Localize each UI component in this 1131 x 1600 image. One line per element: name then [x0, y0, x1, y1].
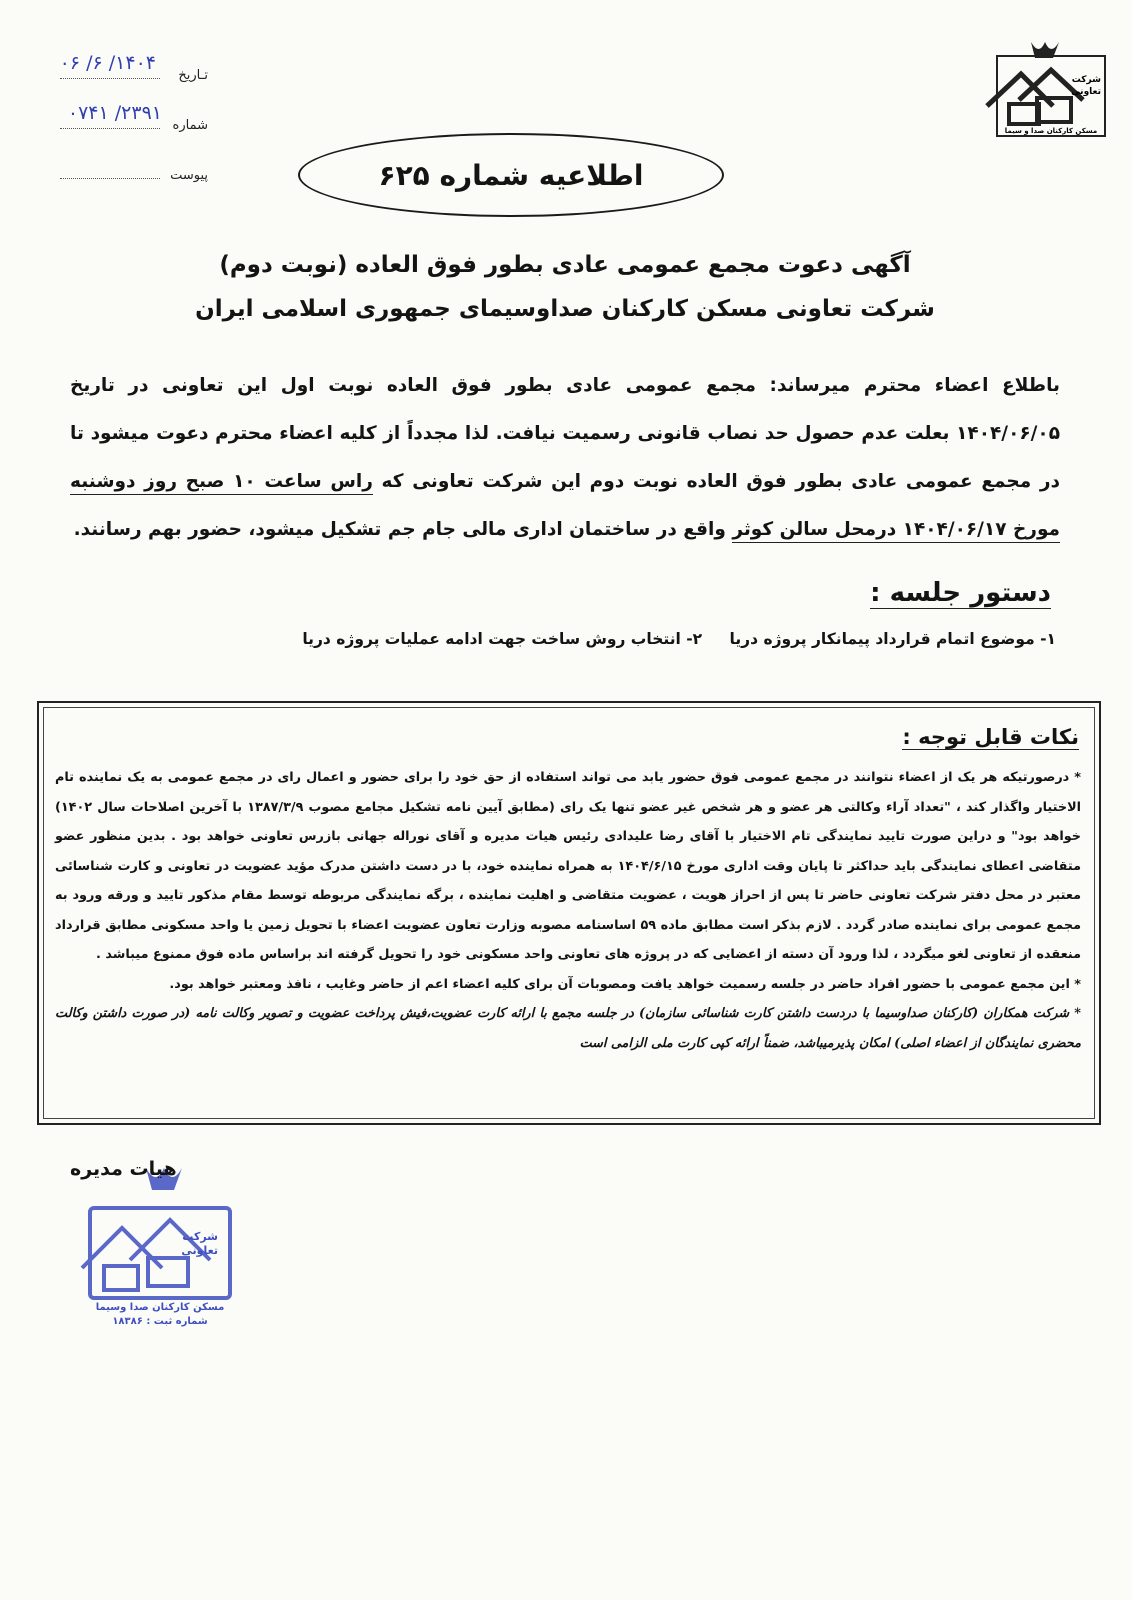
logo-text-3: مسکن کارکنان صدا و سیما	[1004, 127, 1098, 135]
intro-text-1: باطلاع اعضاء محترم میرساند: مجمع عمومی عادی بطور فوق العاده نوبت اول این تعاونی در تاریخ ۱۴۰۴/۰۶/۰۵ بعلت عدم حصول حد نصاب قانونی رسمیت نیافت. لذا مجدداً از کلیه اعضاء محترم دعوت میشود تا در مجمع عمومی عادی بطور فوق العاده نوبت دوم این شرکت تعاونی که	[70, 375, 1060, 492]
stamp-text-2: تعاونی	[181, 1244, 218, 1257]
date-label: تـاریخ	[178, 68, 208, 83]
attachment-dots	[60, 178, 160, 179]
attachment-label: پیوست	[170, 168, 208, 183]
notice-title: اطلاعیه شماره ۶۲۵	[298, 133, 724, 217]
note-proxy: * درصورتیکه هر یک از اعضاء نتوانند در مجمع عمومی فوق حضور یابد می تواند استفاده از حق خود را برای حضور و اعمال رای در مجمع عمومی به یک نماینده تام الاختیار واگذار کند ، "تعداد آراء وکالتی هر عضو و هر شخص غیر عضو تنها یک رای (مطابق آیین نامه تشکیل مجامع مصوب ۱۳۸۷/۳/۹ با آخرین اصلاحات سال ۱۴۰۲) خواهد بود" و دراین صورت تایید نمایندگی تام الاختیار با آقای رضا علیدادی رئیس هیات مدیره و آقای نوراله جهانی بازرس تعاونی خواهد بود . بدین منظور عضو متقاضی اعطای نمایندگی باید حداکثر تا پایان وقت اداری مورخ ۱۴۰۴/۶/۱۵ به همراه نماینده خود، با در دست داشتن مدرک مؤید عضویت در تعاونی و کارت شناسائی معتبر در محل دفتر شرکت تعاونی حاضر تا پس از احراز هویت ، عضویت متقاضی و اهلیت نماینده ، برگه نمایندگی مربوطه توسط مقام مذکور تایید و ورقه ورود به مجمع عمومی برای نماینده صادر گردد . لازم بذکر است مطابق ماده ۵۹ اساسنامه مصوبه وزارت تعاون عضویت اعضاء با تحویل زمین یا واحد مسکونی مطابق قرارداد منعقده از تعاونی لغو میگردد ، لذا ورود آن دسته از اعضایی که در پروژه های تعاونی واحد مسکونی خود را تحویل گرفته اند براساس ماده فوق ممنوع میباشد .	[55, 770, 1081, 962]
letter-meta	[40, 48, 230, 198]
stamp-text-1: شرکت	[182, 1230, 218, 1243]
date-value: ۱۴۰۴/ ۶/ ۰۶	[59, 52, 156, 74]
number-value: ۲۳۹۱/ ۰۷۴۱	[67, 102, 162, 124]
agenda-item-1: ۱- موضوع اتمام قرارداد پیمانکار پروژه دریا	[729, 630, 1056, 648]
signature-board: هیات مدیره	[70, 1158, 177, 1180]
date-dots	[60, 78, 160, 79]
note-attendance: * شرکت همکاران (کارکنان صداوسیما با دردست داشتن کارت شناسائی سازمان) در جلسه مجمع با ارائه کارت عضویت،فیش پرداخت عضویت و تصویر وکالت نامه (در صورت داشتن وکالت محضری نمایندگان از اعضاء اصلی) امکان پذیرمیباشد، ضمناً ارائه کپی کارت ملی الزامی است	[55, 1006, 1081, 1051]
agenda-title: دستور جلسه :	[870, 578, 1051, 608]
logo-text-1: شرکت	[1071, 75, 1101, 85]
number-dots	[60, 128, 160, 129]
number-label: شماره	[172, 118, 208, 133]
meeting-time-location: راس ساعت ۱۰ صبح روز دوشنبه مورخ ۱۴۰۴/۰۶/۱۷ درمحل سالن کوثر	[70, 471, 1060, 543]
agenda-item-2: ۲- انتخاب روش ساخت جهت ادامه عملیات پروژه دریا	[302, 630, 703, 648]
note-quorum: * این مجمع عمومی با حضور افراد حاضر در جلسه رسمیت خواهد یافت ومصوبات آن برای کلیه اعضاء اعم از حاضر وغایب ، نافذ ومعتبر خواهد بود.	[169, 976, 1081, 992]
number-row	[40, 98, 230, 148]
company-logo	[979, 34, 1109, 146]
stamp-text-3: مسکن کارکنان صدا وسیما	[95, 1302, 225, 1313]
attachment-row	[40, 148, 230, 198]
notes-title: نکات قابل توجه :	[902, 725, 1079, 749]
heading-company: شرکت تعاونی مسکن کارکنان صداوسیمای جمهوری اسلامی ایران	[195, 296, 935, 322]
agenda-items	[156, 630, 1056, 648]
notes-body	[55, 763, 1081, 1058]
logo-text-2: تعاونی	[1071, 87, 1101, 97]
intro-text-2: واقع در ساختمان اداری مالی جام جم تشکیل میشود، حضور بهم رسانند.	[73, 519, 733, 540]
heading-invitation: آگهی دعوت مجمع عمومی عادی بطور فوق العاده (نوبت دوم)	[219, 252, 911, 278]
date-row	[40, 48, 230, 98]
stamp-text-4: شماره ثبت : ۱۸۳۸۶	[112, 1316, 208, 1327]
notes-box	[37, 701, 1101, 1125]
intro-paragraph	[70, 362, 1060, 554]
